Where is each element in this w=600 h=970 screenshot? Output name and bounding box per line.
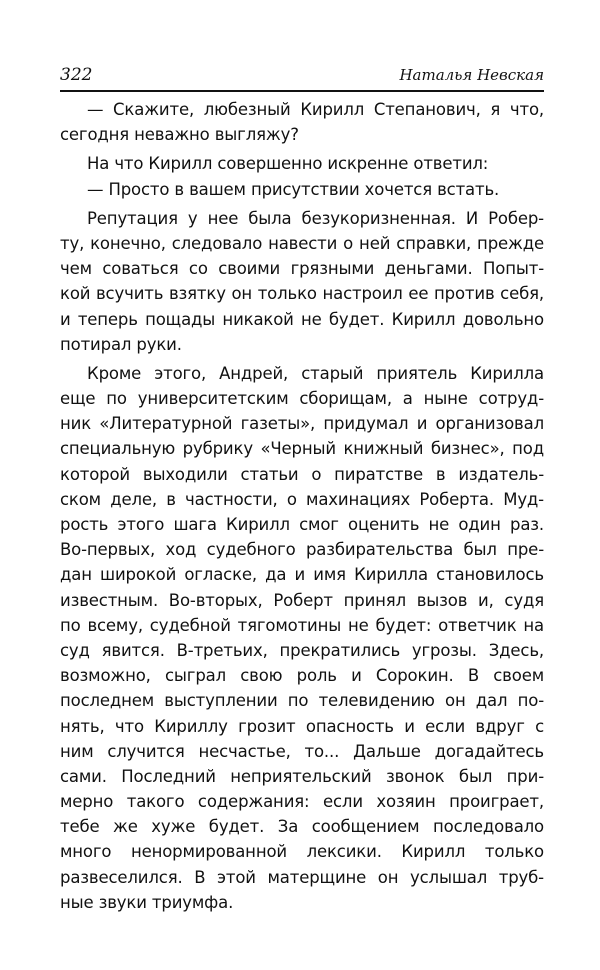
text-line: — Просто в вашем присутствии хочется встать. <box>87 179 500 199</box>
text-line: ним случится несчастье, то... Дальше догадайтесь <box>60 741 544 761</box>
text-line: суд явится. В-третьих, прекратились угрозы. Здесь, <box>60 640 544 660</box>
page-number: 322 <box>60 65 93 85</box>
page-header <box>60 64 544 86</box>
text-line: нять, что Кириллу грозит опасность и если вдруг с <box>60 716 544 736</box>
text-line: сами. Последний неприятельский звонок был при- <box>60 766 544 786</box>
text-line: рость этого шага Кирилл смог оценить не один раз. <box>60 515 544 534</box>
text-line: известным. Во-вторых, Роберт принял вызов и, судя <box>60 590 544 610</box>
text-line: мерно такого содержания: если хозяин проиграет, <box>60 792 544 812</box>
text-line: возможно, сыграл свою роль и Сорокин. В своем <box>60 666 544 686</box>
text-line: сегодня неважно выгляжу? <box>60 125 299 145</box>
text-line: потирал руки. <box>60 334 182 354</box>
text-line: по всему, судебной тягомотины не будет: ответчик на <box>60 615 544 635</box>
text-line: На что Кирилл совершенно искренне ответил: <box>87 154 489 174</box>
text-line: Во-первых, ход судебного разбирательства был пре- <box>60 540 544 560</box>
text-line: кой всучить взятку он только настроил ее против себя, <box>60 284 544 304</box>
text-line: Кроме этого, Андрей, старый приятель Кирилла <box>87 363 544 383</box>
text-line: развеселился. В этой матерщине он услышал труб- <box>60 867 544 887</box>
text-line: ту, конечно, следовало навести о ней справки, прежде <box>60 233 544 253</box>
header-rule <box>60 90 544 92</box>
text-line: которой выходили статьи о пиратстве в издатель- <box>60 464 544 484</box>
text-line: тебе же хуже будет. За сообщением последовало <box>60 817 544 837</box>
text-line: ные звуки триумфа. <box>60 892 234 912</box>
text-line: Репутация у нее была безукоризненная. И Робер- <box>87 208 544 228</box>
text-line: много ненормированной лексики. Кирилл только <box>60 842 544 862</box>
text-line: — Скажите, любезный Кирилл Степанович, я что, <box>87 100 544 119</box>
body-text <box>60 97 544 915</box>
running-head: Наталья Невская <box>399 66 544 84</box>
text-line: ник «Литературной газеты», придумал и организовал <box>60 414 544 434</box>
text-line: дан широкой огласке, да и имя Кирилла становилось <box>60 565 544 585</box>
text-line: специальную рубрику «Черный книжный бизнес», под <box>60 439 544 459</box>
text-line: и теперь пощады никакой не будет. Кирилл довольно <box>60 309 544 329</box>
text-line: последнем выступлении по телевидению он дал по- <box>60 691 544 711</box>
text-line: чем соваться со своими грязными деньгами. Попыт- <box>60 259 544 279</box>
text-line: еще по университетским сборищам, а ныне сотруд- <box>60 389 544 409</box>
text-line: ском деле, в частности, о махинациях Роберта. Муд- <box>60 489 544 509</box>
